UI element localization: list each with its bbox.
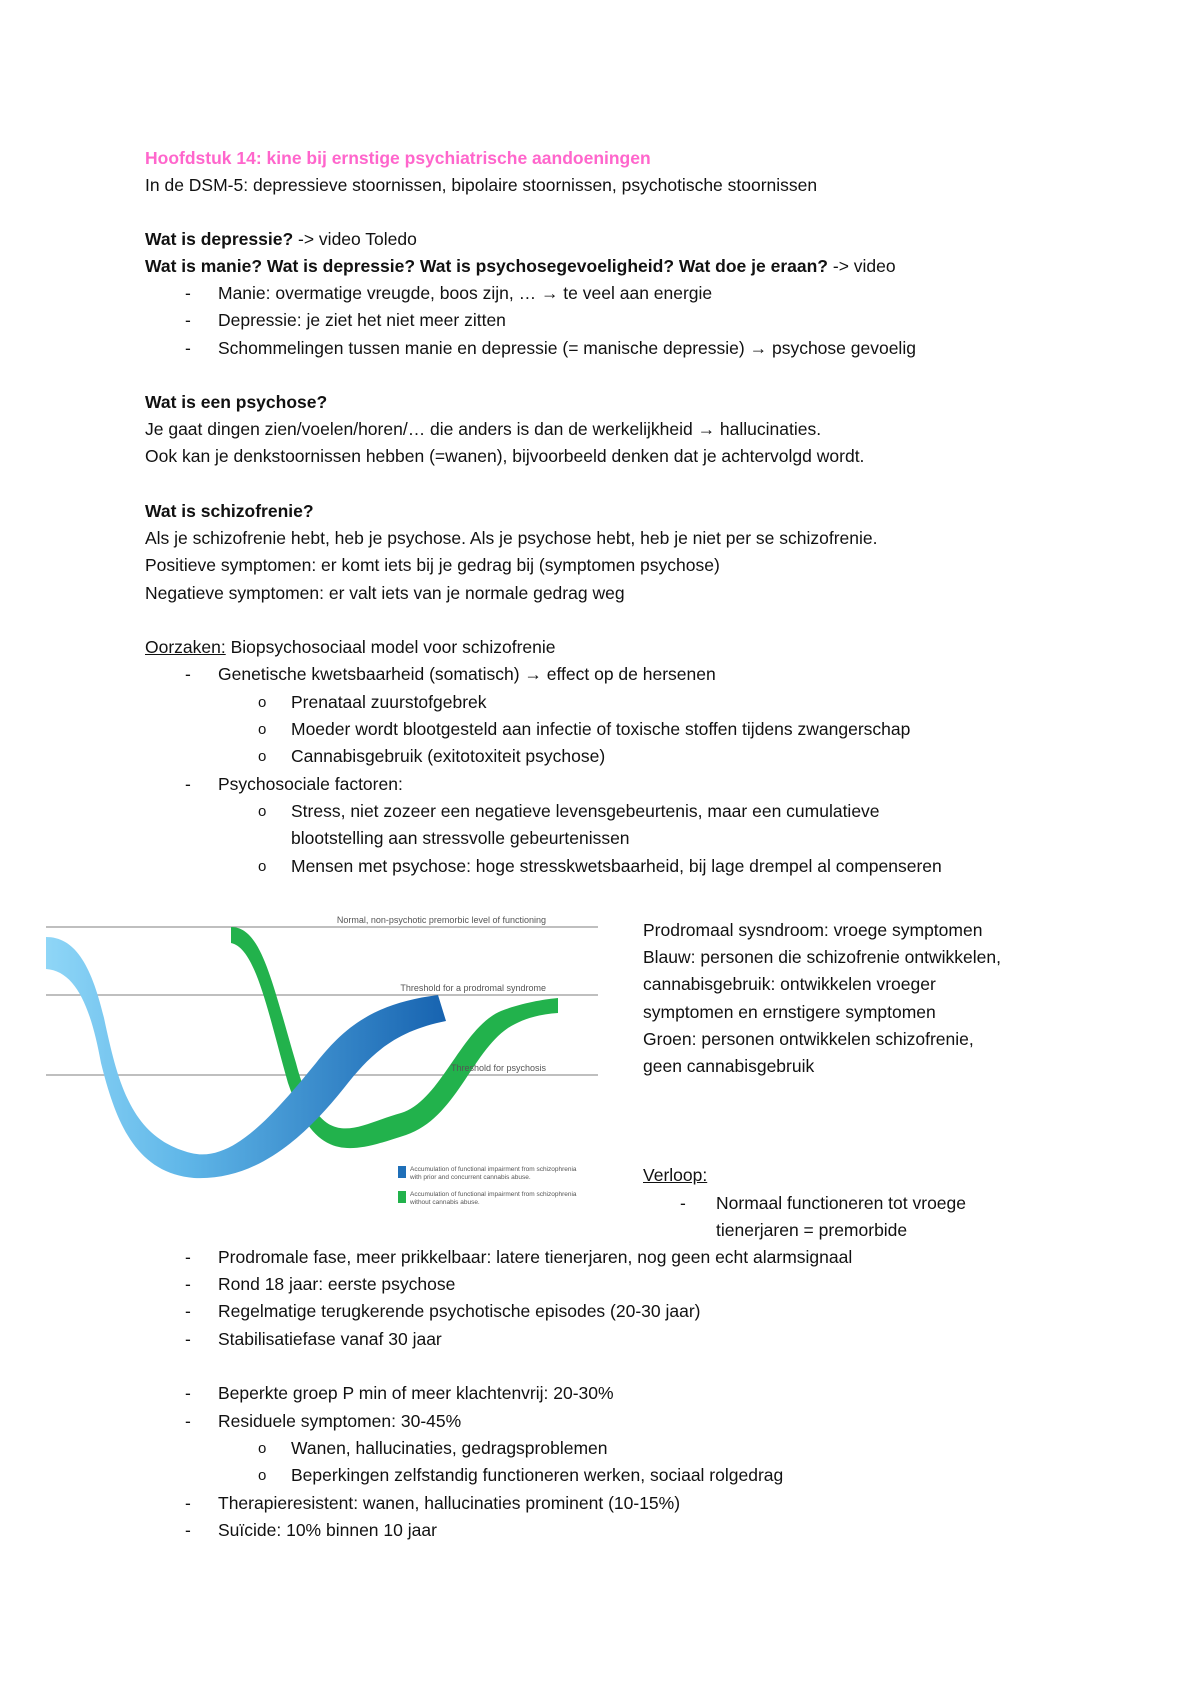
side-text-line: Groen: personen ontwikkelen schizofrenie, — [643, 1029, 974, 1049]
legend-green-line1: Accumulation of functional impairment from schizophrenia — [410, 1191, 577, 1198]
text-line: Ook kan je denkstoornissen hebben (=wanen), bijvoorbeeld denken dat je achtervolgd wordt. — [145, 446, 865, 466]
sub-list-item: Prenataal zuurstofgebrek — [291, 692, 487, 712]
text-line: Je gaat dingen zien/voelen/horen/… die anders is dan de werkelijkheid → hallucinaties. — [145, 419, 822, 439]
dash-bullet: - — [185, 1520, 191, 1540]
question-manie-rest: -> video — [828, 256, 896, 276]
side-text-line: geen cannabisgebruik — [643, 1056, 815, 1076]
list-item: Psychosociale factoren: — [218, 774, 403, 794]
schizophrenia-course-figure — [46, 903, 606, 1213]
label-psychosis-threshold: Threshold for psychosis — [450, 1063, 546, 1073]
side-text-line: symptomen en ernstigere symptomen — [643, 1002, 936, 1022]
list-item: Suïcide: 10% binnen 10 jaar — [218, 1520, 437, 1540]
verloop-first-item: Normaal functioneren tot vroege — [716, 1193, 966, 1213]
question-depressie — [145, 226, 417, 253]
list-item: Beperkte groep P min of meer klachtenvrij: 20-30% — [218, 1383, 614, 1403]
legend-blue-line1: Accumulation of functional impairment from schizophrenia — [410, 1166, 577, 1173]
oorzaken-heading — [145, 634, 555, 661]
sub-list-item: Beperkingen zelfstandig functioneren werken, sociaal rolgedrag — [291, 1465, 784, 1485]
text-line: Positieve symptomen: er komt iets bij je gedrag bij (symptomen psychose) — [145, 555, 720, 575]
dash-bullet: - — [185, 310, 191, 330]
list-item: Stabilisatiefase vanaf 30 jaar — [218, 1329, 442, 1349]
blue-curve — [46, 937, 446, 1178]
sub-list-item-continued: blootstelling aan stressvolle gebeurtenissen — [291, 828, 630, 848]
dash-bullet: - — [185, 774, 191, 794]
oorzaken-label: Oorzaken: — [145, 637, 226, 657]
dash-bullet: - — [680, 1193, 686, 1213]
legend-green-swatch — [398, 1191, 406, 1203]
label-normal-level: Normal, non-psychotic premorbic level of functioning — [336, 915, 546, 925]
circle-bullet: o — [258, 803, 267, 820]
sub-list-item: Stress, niet zozeer een negatieve levensgebeurtenis, maar een cumulatieve — [291, 801, 880, 821]
question-manie-bold: Wat is manie? Wat is depressie? Wat is psychosegevoeligheid? Wat doe je eraan? — [145, 256, 828, 276]
side-text-line: Prodromaal sysndroom: vroege symptomen — [643, 920, 983, 940]
side-text-line: Blauw: personen die schizofrenie ontwikkelen, — [643, 947, 1001, 967]
label-prodromal-threshold: Threshold for a prodromal syndrome — [400, 983, 546, 993]
oorzaken-rest: Biopsychosociaal model voor schizofrenie — [225, 637, 556, 657]
dash-bullet: - — [185, 1329, 191, 1349]
list-item: Rond 18 jaar: eerste psychose — [218, 1274, 456, 1294]
circle-bullet: o — [258, 694, 267, 711]
dash-bullet: - — [185, 1274, 191, 1294]
text-line: Negatieve symptomen: er valt iets van je normale gedrag weg — [145, 583, 625, 603]
sub-list-item: Wanen, hallucinaties, gedragsproblemen — [291, 1438, 608, 1458]
verloop-heading: Verloop: — [643, 1165, 708, 1185]
circle-bullet: o — [258, 1440, 267, 1457]
question-depressie-rest: -> video Toledo — [293, 229, 417, 249]
circle-bullet: o — [258, 858, 267, 875]
dash-bullet: - — [185, 664, 191, 684]
list-item: Therapieresistent: wanen, hallucinaties prominent (10-15%) — [218, 1493, 681, 1513]
list-item: Regelmatige terugkerende psychotische episodes (20-30 jaar) — [218, 1301, 701, 1321]
dash-bullet: - — [185, 1247, 191, 1267]
question-schizofrenie: Wat is schizofrenie? — [145, 501, 314, 521]
dash-bullet: - — [185, 338, 191, 358]
page-title: Hoofdstuk 14: kine bij ernstige psychiatrische aandoeningen — [145, 148, 651, 168]
circle-bullet: o — [258, 721, 267, 738]
sub-list-item: Mensen met psychose: hoge stresskwetsbaarheid, bij lage drempel al compenseren — [291, 856, 942, 876]
circle-bullet: o — [258, 1467, 267, 1484]
legend-blue-line2: with prior and concurrent cannabis abuse. — [410, 1174, 531, 1181]
dash-bullet: - — [185, 1493, 191, 1513]
list-item: Genetische kwetsbaarheid (somatisch) → effect op de hersenen — [218, 664, 716, 684]
circle-bullet: o — [258, 748, 267, 765]
sub-list-item: Cannabisgebruik (exitotoxiteit psychose) — [291, 746, 606, 766]
question-depressie-bold: Wat is depressie? — [145, 229, 294, 249]
dash-bullet: - — [185, 1301, 191, 1321]
intro-line: In de DSM-5: depressieve stoornissen, bipolaire stoornissen, psychotische stoornissen — [145, 175, 818, 195]
list-item: Residuele symptomen: 30-45% — [218, 1411, 462, 1431]
list-item: Schommelingen tussen manie en depressie (= manische depressie) → psychose gevoelig — [218, 338, 916, 358]
question-manie — [145, 253, 896, 280]
verloop-first-item-continued: tienerjaren = premorbide — [716, 1220, 908, 1240]
legend-green-line2: without cannabis abuse. — [410, 1199, 480, 1206]
side-text-line: cannabisgebruik: ontwikkelen vroeger — [643, 974, 936, 994]
dash-bullet: - — [185, 283, 191, 303]
text-line: Als je schizofrenie hebt, heb je psychose. Als je psychose hebt, heb je niet per se schizofrenie. — [145, 528, 878, 548]
dash-bullet: - — [185, 1411, 191, 1431]
list-item: Prodromale fase, meer prikkelbaar: latere tienerjaren, nog geen echt alarmsignaal — [218, 1247, 853, 1267]
list-item: Depressie: je ziet het niet meer zitten — [218, 310, 506, 330]
dash-bullet: - — [185, 1383, 191, 1403]
legend-blue-swatch — [398, 1166, 406, 1178]
question-psychose: Wat is een psychose? — [145, 392, 328, 412]
sub-list-item: Moeder wordt blootgesteld aan infectie of toxische stoffen tijdens zwangerschap — [291, 719, 911, 739]
list-item: Manie: overmatige vreugde, boos zijn, … → te veel aan energie — [218, 283, 713, 303]
